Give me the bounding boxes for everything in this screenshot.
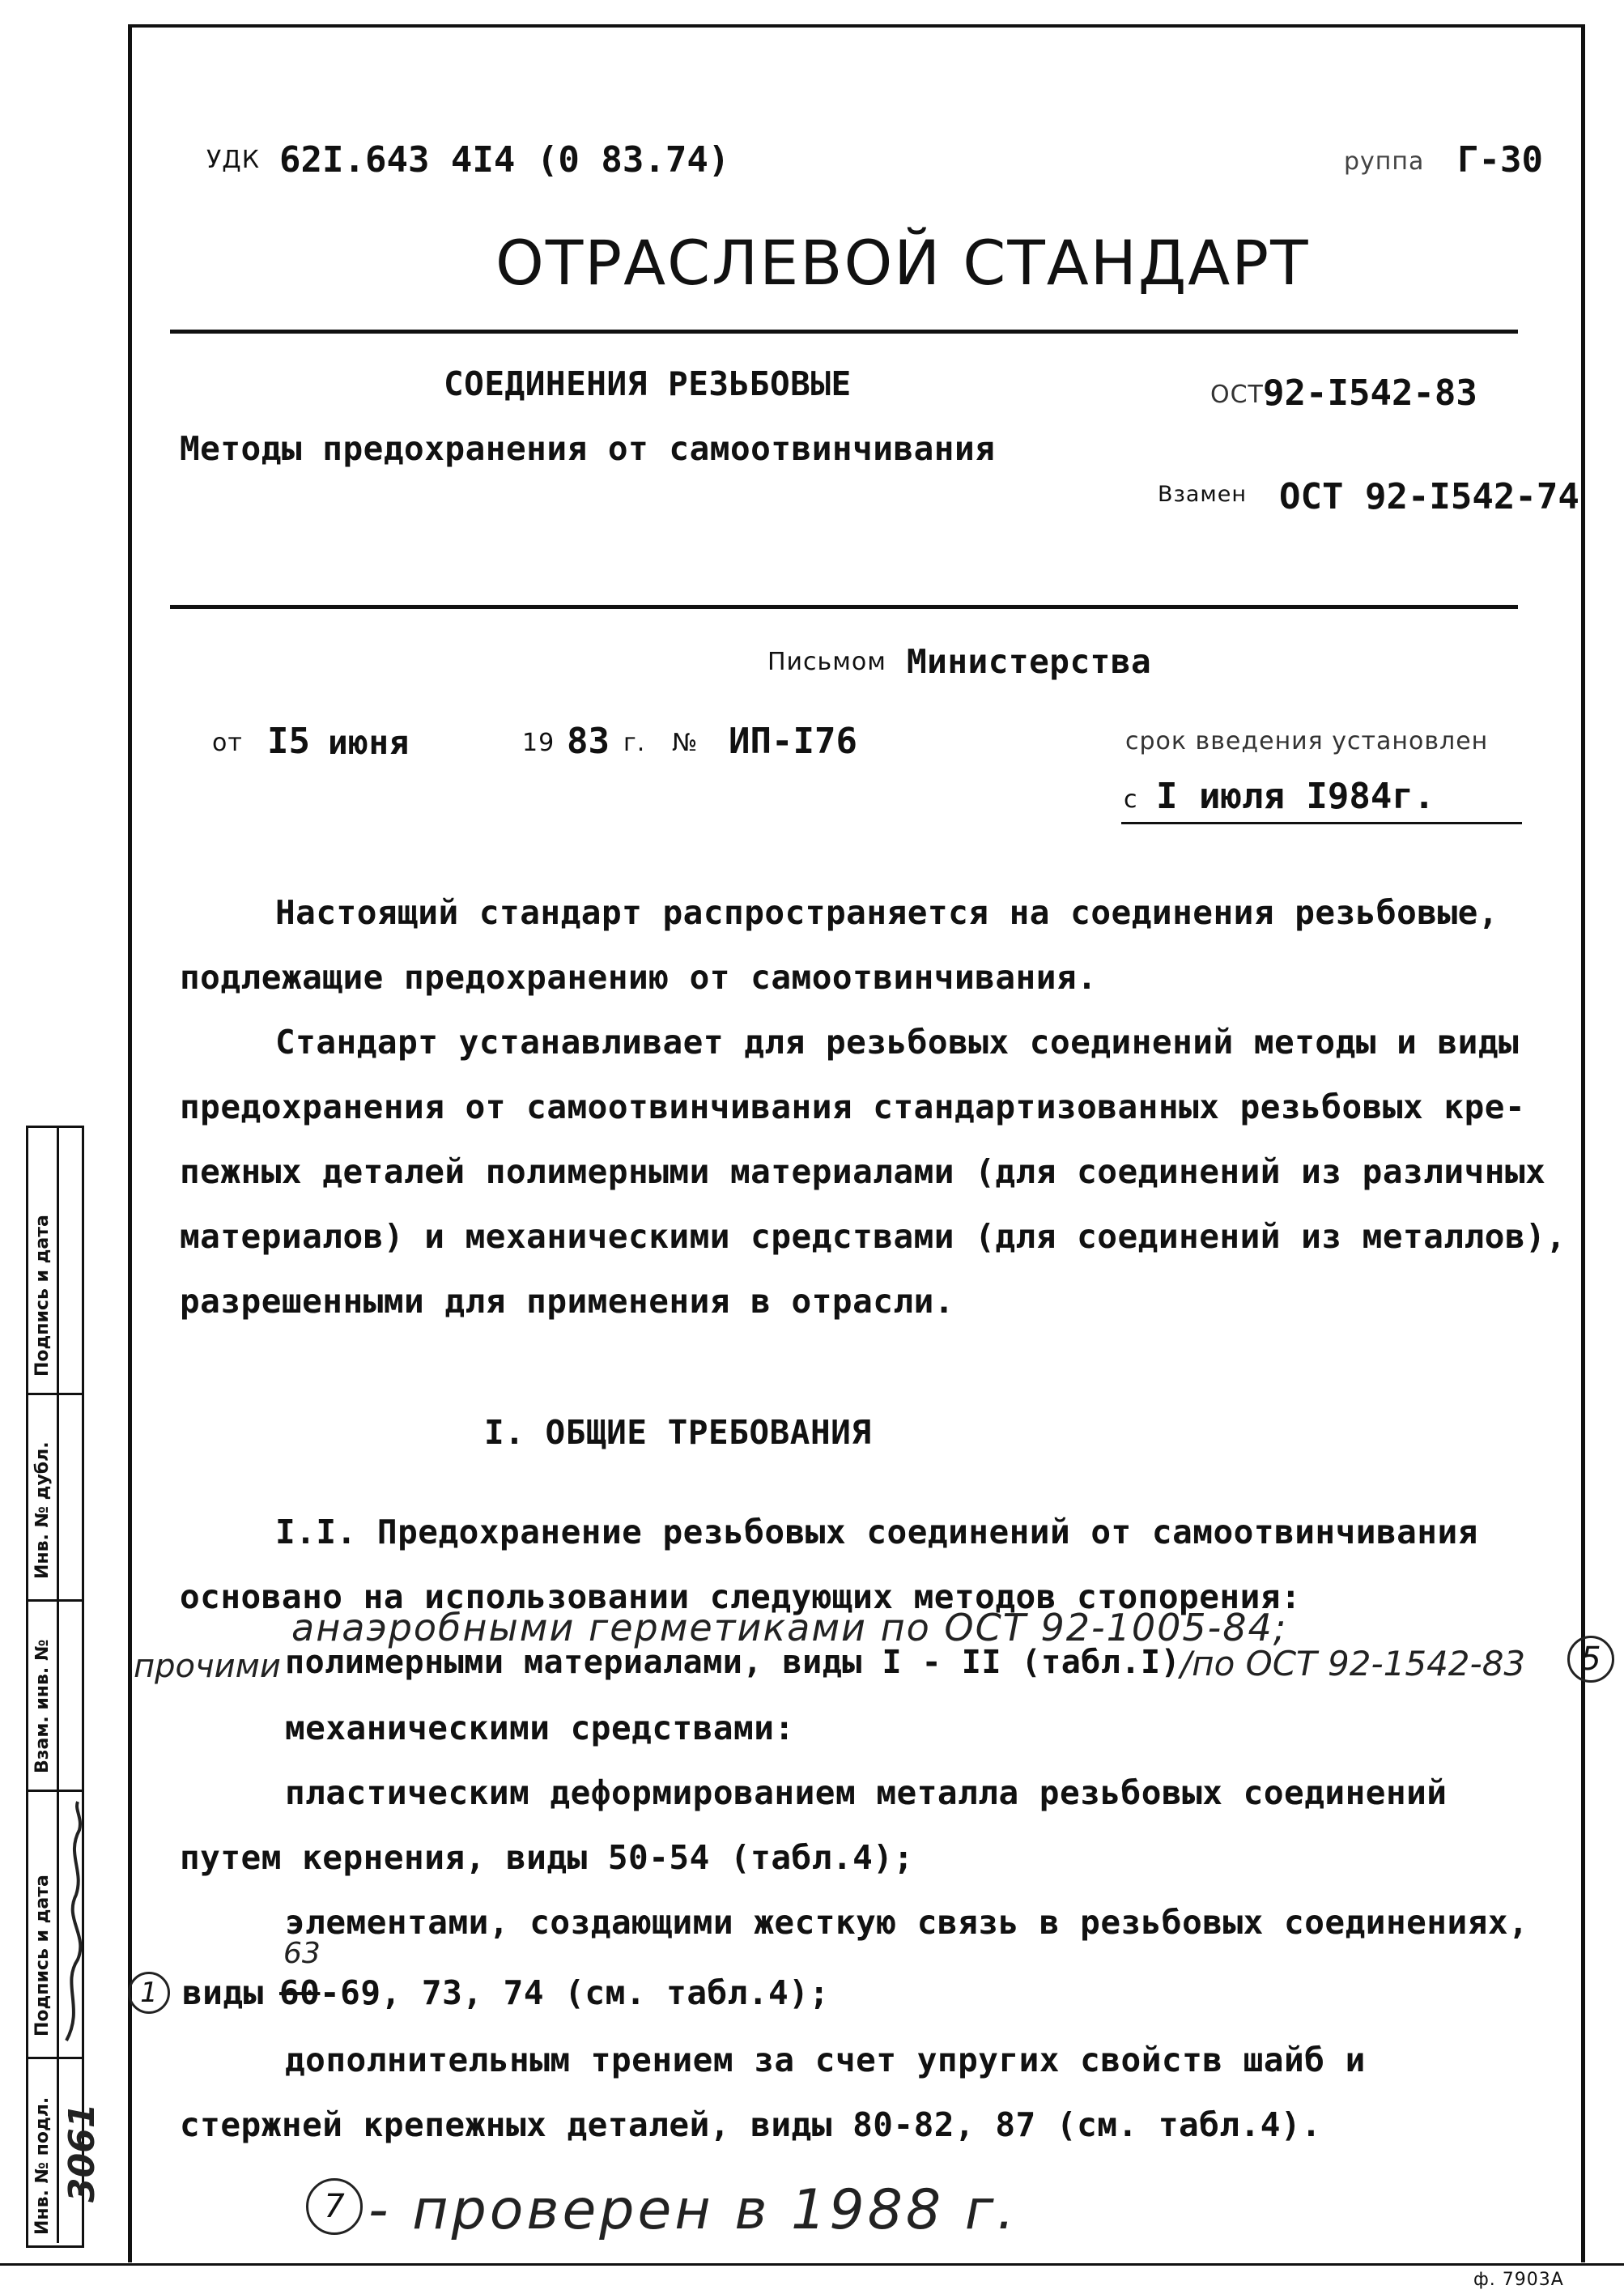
handwritten-checked-circle: 7 — [306, 2178, 363, 2235]
handwritten-checked-note: - проверен в 1988 г. — [368, 2178, 1018, 2242]
sidebar-cell-replace-inv: Взам. инв. № — [32, 1639, 53, 1773]
year-g: г. — [623, 729, 646, 757]
item-1-1-line8-b: -69, 73, 74 (см. табл.4); — [320, 1973, 830, 2012]
item-1-1-line8-struck: 60 — [279, 1973, 321, 2012]
ost-number: 92-I542-83 — [1263, 372, 1477, 414]
letter-value: Министерства — [907, 642, 1152, 681]
p1-line1: Настоящий стандарт распространяется на соединения резьбовые, — [275, 893, 1499, 932]
number-value: ИП-I76 — [729, 721, 857, 762]
item-1-1-line4: механическими средствами: — [285, 1709, 795, 1747]
sidebar-handwritten-number: 3061 — [62, 2103, 103, 2202]
p1-line2: подлежащие предохранению от самоотвинчивания. — [180, 958, 1098, 997]
p2-line4: материалов) и механическими средствами (для соединений из металлов), — [180, 1217, 1567, 1256]
ost-label: ОСТ — [1210, 381, 1264, 409]
letter-label: Письмом — [767, 648, 886, 676]
udk-value: 62I.643 4I4 (0 83.74) — [279, 139, 730, 181]
p2-line5: разрешенными для применения в отрасли. — [180, 1282, 954, 1321]
replaces-label: Взамен — [1158, 482, 1248, 507]
item-1-1-line8-a: виды — [182, 1973, 264, 2012]
handwritten-circle-5: 5 — [1567, 1636, 1614, 1683]
item-1-1-line1: I.I. Предохранение резьбовых соединений от самоотвинчивания — [275, 1513, 1478, 1551]
intro-term-label: срок введения установлен — [1125, 727, 1489, 755]
standard-name-line2: Методы предохранения от самоотвинчивания — [180, 429, 996, 468]
intro-term-underline — [1121, 822, 1522, 824]
section-title: I. ОБЩИЕ ТРЕБОВАНИЯ — [484, 1413, 872, 1452]
sidebar-inner-line — [57, 1126, 59, 2243]
item-1-1-line9: дополнительным трением за счет упругих свойств шайб и — [285, 2041, 1366, 2079]
handwritten-insert-line: анаэробными герметиками по ОСТ 92-1005-84; — [291, 1606, 1288, 1649]
item-1-1-line2: основано на использовании следующих методов стопорения: — [180, 1577, 1302, 1616]
handwritten-correction-63: 63 — [283, 1937, 321, 1970]
p2-line2: предохранения от самоотвинчивания стандартизованных резьбовых кре- — [180, 1087, 1526, 1126]
item-1-1-line10: стержней крепежных деталей, виды 80-82, 87 (см. табл.4). — [180, 2105, 1322, 2144]
item-1-1-line7: элементами, создающими жесткую связь в резьбовых соединениях, — [285, 1903, 1529, 1942]
from-label: от — [212, 729, 243, 757]
sidebar-divider-4 — [26, 2057, 84, 2059]
document-title: ОТРАСЛЕВОЙ СТАНДАРТ — [495, 227, 1310, 299]
sidebar-divider-2 — [26, 1599, 84, 1602]
sidebar-cell-orig-inv: Инв. № подл. — [32, 2096, 53, 2235]
p2-line1: Стандарт устанавливает для резьбовых соединений методы и виды — [275, 1023, 1520, 1062]
handwritten-circle-1: 1 — [128, 1972, 170, 2014]
item-1-1-line6: путем кернения, виды 50-54 (табл.4); — [180, 1838, 914, 1877]
handwritten-ref: /по ОСТ 92-1542-83 — [1180, 1644, 1526, 1683]
sidebar-cell-signature-2: Подпись и дата — [32, 1875, 53, 2037]
form-number: ф. 7903А — [1473, 2270, 1564, 2290]
p2-line3: пежных деталей полимерными материалами (для соединений из различных — [180, 1152, 1546, 1191]
handwritten-prefix: прочими — [134, 1648, 281, 1685]
intro-term-value: I июля I984г. — [1156, 776, 1435, 817]
group-label: руппа — [1344, 147, 1425, 176]
title-rule — [170, 330, 1518, 334]
approval-rule — [170, 605, 1518, 609]
bottom-rule — [0, 2263, 1624, 2266]
udk-label: УДК — [206, 146, 261, 174]
sidebar-divider-1 — [26, 1393, 84, 1395]
item-1-1-line3: полимерными материалами, виды I - II (табл.I) — [285, 1644, 1181, 1681]
number-sign: № — [672, 729, 699, 757]
intro-term-prefix: с — [1124, 785, 1138, 814]
standard-name-line1: СОЕДИНЕНИЯ РЕЗЬБОВЫЕ — [444, 364, 852, 403]
sidebar-cell-dup-inv: Инв. № дубл. — [32, 1441, 53, 1579]
signature-scribble — [60, 1798, 87, 2049]
date-month: июня — [328, 723, 410, 762]
sidebar-cell-signature-1: Подпись и дата — [32, 1215, 53, 1377]
date-day: I5 — [267, 721, 310, 762]
replaces-value: ОСТ 92-I542-74 — [1279, 476, 1579, 517]
year-prefix: 19 — [522, 729, 555, 757]
sidebar-divider-3 — [26, 1790, 84, 1792]
group-value: Г-30 — [1457, 139, 1543, 181]
year-suffix: 83 — [567, 721, 610, 762]
item-1-1-line5: пластическим деформированием металла резьбовых соединений — [285, 1773, 1448, 1812]
